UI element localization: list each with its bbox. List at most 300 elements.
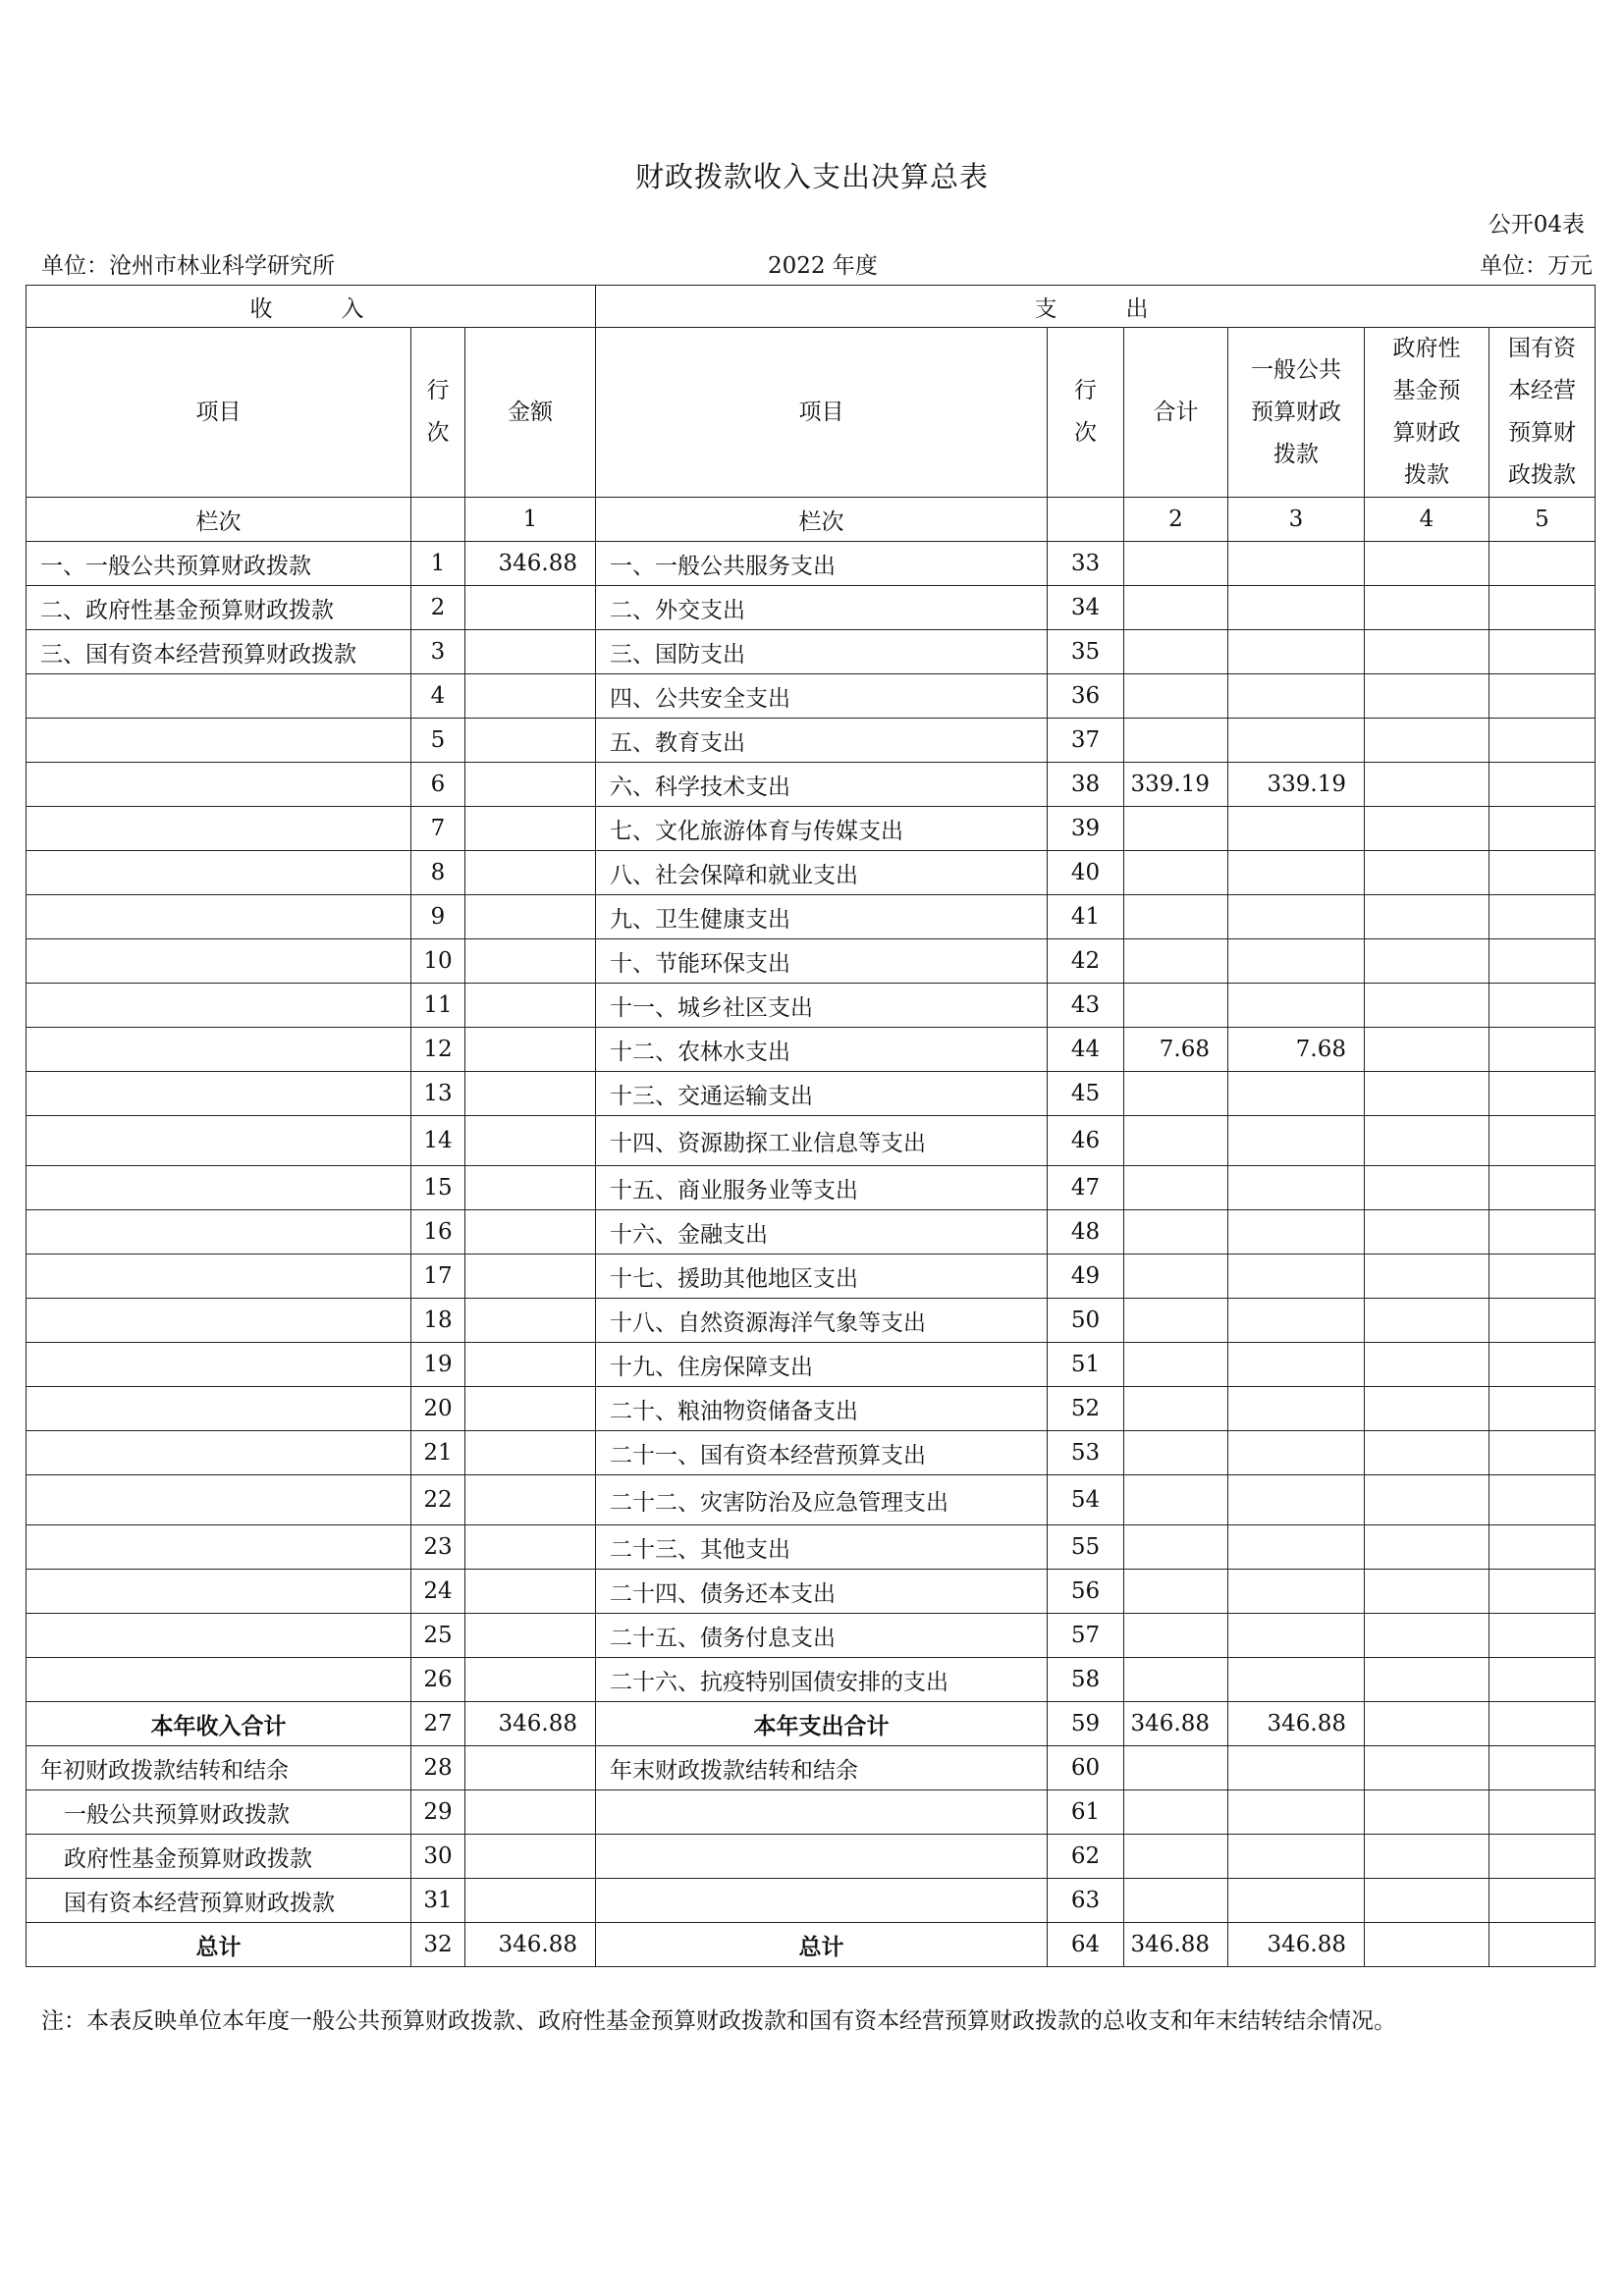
expense-line-cell: 33 <box>1048 542 1124 586</box>
income-line-cell: 1 <box>411 542 465 586</box>
income-line-cell: 5 <box>411 719 465 763</box>
state-capital-cell <box>1489 1746 1596 1790</box>
gov-fund-cell <box>1365 1525 1489 1570</box>
expense-line-cell: 64 <box>1048 1923 1124 1967</box>
table-row <box>27 1166 1596 1210</box>
income-amount-cell: 346.88 <box>465 542 596 586</box>
table-row <box>27 1746 1596 1790</box>
income-line-cell: 22 <box>411 1475 465 1525</box>
income-line-cell: 24 <box>411 1570 465 1614</box>
table-row <box>27 1702 1596 1746</box>
expense-item-cell: 十一、城乡社区支出 <box>596 984 1048 1028</box>
income-amount-cell <box>465 1790 596 1835</box>
table-row <box>27 1255 1596 1299</box>
income-item-cell: 本年收入合计 <box>27 1702 411 1746</box>
income-item-cell <box>27 807 411 851</box>
income-amount-cell <box>465 1166 596 1210</box>
state-capital-cell <box>1489 1658 1596 1702</box>
general-budget-cell <box>1228 1166 1365 1210</box>
state-capital-cell <box>1489 1475 1596 1525</box>
state-capital-cell <box>1489 807 1596 851</box>
general-budget-cell <box>1228 1879 1365 1923</box>
gov-fund-cell <box>1365 1255 1489 1299</box>
state-capital-cell <box>1489 1835 1596 1879</box>
header-income-item: 项目 <box>27 328 411 498</box>
header-expense-item: 项目 <box>596 328 1048 498</box>
table-row <box>27 895 1596 939</box>
header-total: 合计 <box>1124 328 1228 498</box>
expense-total-cell <box>1124 1072 1228 1116</box>
expense-section-header: 支 出 <box>596 286 1596 328</box>
state-capital-cell <box>1489 1387 1596 1431</box>
fiscal-year: 2022 年度 <box>768 253 878 279</box>
expense-item-cell: 二十四、债务还本支出 <box>596 1570 1048 1614</box>
table-row <box>27 1475 1596 1525</box>
income-amount-cell <box>465 851 596 895</box>
income-item-cell <box>27 1028 411 1072</box>
general-budget-cell <box>1228 851 1365 895</box>
state-capital-cell <box>1489 630 1596 674</box>
state-capital-cell <box>1489 763 1596 807</box>
state-capital-cell <box>1489 586 1596 630</box>
expense-total-cell <box>1124 1116 1228 1166</box>
lanci-label-left: 栏次 <box>27 498 411 542</box>
income-amount-cell <box>465 1431 596 1475</box>
income-amount-cell <box>465 1614 596 1658</box>
general-budget-cell <box>1228 984 1365 1028</box>
expense-item-cell: 十四、资源勘探工业信息等支出 <box>596 1116 1048 1166</box>
state-capital-cell <box>1489 939 1596 984</box>
state-capital-cell <box>1489 1614 1596 1658</box>
expense-item-cell: 二十三、其他支出 <box>596 1525 1048 1570</box>
page-title: 财政拨款收入支出决算总表 <box>634 160 989 193</box>
gov-fund-cell <box>1365 807 1489 851</box>
income-amount-cell <box>465 674 596 719</box>
state-capital-cell <box>1489 1702 1596 1746</box>
expense-line-cell: 44 <box>1048 1028 1124 1072</box>
state-capital-cell <box>1489 1116 1596 1166</box>
expense-line-cell: 39 <box>1048 807 1124 851</box>
income-amount-cell <box>465 939 596 984</box>
income-item-cell <box>27 1072 411 1116</box>
expense-total-cell <box>1124 1746 1228 1790</box>
income-line-cell: 26 <box>411 1658 465 1702</box>
expense-total-cell <box>1124 719 1228 763</box>
income-item-cell <box>27 1475 411 1525</box>
income-item-cell <box>27 1299 411 1343</box>
table-row <box>27 984 1596 1028</box>
expense-item-cell: 七、文化旅游体育与传媒支出 <box>596 807 1048 851</box>
general-budget-cell <box>1228 586 1365 630</box>
expense-item-cell: 十九、住房保障支出 <box>596 1343 1048 1387</box>
column-header-row <box>27 328 1596 498</box>
expense-item-cell <box>596 1835 1048 1879</box>
gov-fund-cell <box>1365 895 1489 939</box>
expense-item-cell <box>596 1790 1048 1835</box>
general-budget-cell <box>1228 1835 1365 1879</box>
expense-total-cell <box>1124 807 1228 851</box>
general-budget-cell <box>1228 1387 1365 1431</box>
state-capital-cell <box>1489 719 1596 763</box>
expense-line-cell: 41 <box>1048 895 1124 939</box>
header-expense-line <box>1048 328 1124 498</box>
income-amount-cell <box>465 1343 596 1387</box>
lanci-label-right: 栏次 <box>596 498 1048 542</box>
income-amount-cell: 346.88 <box>465 1702 596 1746</box>
income-line-cell: 15 <box>411 1166 465 1210</box>
organization-unit: 单位：沧州市林业科学研究所 <box>41 253 335 279</box>
general-budget-cell <box>1228 1072 1365 1116</box>
gov-fund-cell <box>1365 1746 1489 1790</box>
general-budget-cell <box>1228 1570 1365 1614</box>
expense-total-cell <box>1124 1835 1228 1879</box>
state-capital-cell <box>1489 895 1596 939</box>
expense-total-cell <box>1124 1343 1228 1387</box>
general-budget-cell: 346.88 <box>1228 1702 1365 1746</box>
income-amount-cell <box>465 1072 596 1116</box>
income-item-cell <box>27 719 411 763</box>
expense-item-cell: 二十二、灾害防治及应急管理支出 <box>596 1475 1048 1525</box>
table-row <box>27 1614 1596 1658</box>
general-budget-cell <box>1228 1431 1365 1475</box>
income-amount-cell <box>465 1475 596 1525</box>
expense-total-cell <box>1124 984 1228 1028</box>
header-expense-line-text: 行次 <box>1073 378 1097 446</box>
expense-line-cell: 63 <box>1048 1879 1124 1923</box>
expense-total-cell <box>1124 1166 1228 1210</box>
state-capital-cell <box>1489 1299 1596 1343</box>
header-income-line-text: 行次 <box>426 378 450 446</box>
expense-total-cell <box>1124 586 1228 630</box>
table-row <box>27 630 1596 674</box>
state-capital-cell <box>1489 1923 1596 1967</box>
gov-fund-cell <box>1365 630 1489 674</box>
table-row <box>27 1299 1596 1343</box>
lanci-col5: 5 <box>1489 498 1596 542</box>
state-capital-cell <box>1489 1072 1596 1116</box>
expense-item-cell: 六、科学技术支出 <box>596 763 1048 807</box>
expense-total-cell <box>1124 542 1228 586</box>
gov-fund-cell <box>1365 1210 1489 1255</box>
general-budget-cell <box>1228 807 1365 851</box>
expense-item-cell: 二、外交支出 <box>596 586 1048 630</box>
income-amount-cell <box>465 630 596 674</box>
state-capital-cell <box>1489 1210 1596 1255</box>
expense-line-cell: 58 <box>1048 1658 1124 1702</box>
gov-fund-cell <box>1365 1702 1489 1746</box>
income-section-header: 收 入 <box>27 286 596 328</box>
expense-item-cell: 一、一般公共服务支出 <box>596 542 1048 586</box>
expense-line-cell: 50 <box>1048 1299 1124 1343</box>
state-capital-cell <box>1489 1166 1596 1210</box>
gov-fund-cell <box>1365 1835 1489 1879</box>
income-amount-cell: 346.88 <box>465 1923 596 1967</box>
income-item-cell: 一、一般公共预算财政拨款 <box>27 542 411 586</box>
lanci-col4: 4 <box>1365 498 1489 542</box>
currency-unit: 单位：万元 <box>1480 253 1593 279</box>
expense-total-cell: 346.88 <box>1124 1702 1228 1746</box>
income-amount-cell <box>465 1387 596 1431</box>
expense-total-cell <box>1124 1255 1228 1299</box>
income-line-cell: 6 <box>411 763 465 807</box>
general-budget-cell <box>1228 1343 1365 1387</box>
income-line-cell: 30 <box>411 1835 465 1879</box>
expense-item-cell: 本年支出合计 <box>596 1702 1048 1746</box>
income-line-cell: 7 <box>411 807 465 851</box>
gov-fund-cell <box>1365 1299 1489 1343</box>
header-income-amount: 金额 <box>465 328 596 498</box>
state-capital-cell <box>1489 1525 1596 1570</box>
income-amount-cell <box>465 1746 596 1790</box>
gov-fund-cell <box>1365 1614 1489 1658</box>
income-item-cell <box>27 939 411 984</box>
lanci-col3: 3 <box>1228 498 1365 542</box>
expense-total-cell <box>1124 1525 1228 1570</box>
expense-item-cell: 五、教育支出 <box>596 719 1048 763</box>
gov-fund-cell <box>1365 1166 1489 1210</box>
gov-fund-cell <box>1365 1387 1489 1431</box>
expense-total-cell <box>1124 1570 1228 1614</box>
general-budget-cell <box>1228 1525 1365 1570</box>
table-row <box>27 1879 1596 1923</box>
expense-total-cell <box>1124 851 1228 895</box>
income-line-cell: 12 <box>411 1028 465 1072</box>
income-line-cell: 25 <box>411 1614 465 1658</box>
header-gov-fund-text: 政府性基金预算财政拨款 <box>1392 336 1461 488</box>
expense-line-cell: 55 <box>1048 1525 1124 1570</box>
expense-item-cell: 总计 <box>596 1923 1048 1967</box>
expense-item-cell: 十六、金融支出 <box>596 1210 1048 1255</box>
expense-line-cell: 46 <box>1048 1116 1124 1166</box>
expense-line-cell: 48 <box>1048 1210 1124 1255</box>
expense-line-cell: 43 <box>1048 984 1124 1028</box>
state-capital-cell <box>1489 542 1596 586</box>
expense-total-cell: 7.68 <box>1124 1028 1228 1072</box>
income-line-cell: 29 <box>411 1790 465 1835</box>
gov-fund-cell <box>1365 674 1489 719</box>
expense-item-cell: 十三、交通运输支出 <box>596 1072 1048 1116</box>
gov-fund-cell <box>1365 1116 1489 1166</box>
income-line-cell: 20 <box>411 1387 465 1431</box>
income-line-cell: 23 <box>411 1525 465 1570</box>
income-item-cell <box>27 674 411 719</box>
gov-fund-cell <box>1365 851 1489 895</box>
gov-fund-cell <box>1365 1570 1489 1614</box>
general-budget-cell <box>1228 895 1365 939</box>
state-capital-cell <box>1489 1028 1596 1072</box>
expense-item-cell: 二十、粮油物资储备支出 <box>596 1387 1048 1431</box>
table-row <box>27 1387 1596 1431</box>
expense-line-cell: 40 <box>1048 851 1124 895</box>
income-item-cell <box>27 763 411 807</box>
income-line-cell: 28 <box>411 1746 465 1790</box>
state-capital-cell <box>1489 1343 1596 1387</box>
income-amount-cell <box>465 807 596 851</box>
expense-line-cell: 59 <box>1048 1702 1124 1746</box>
expense-line-cell: 57 <box>1048 1614 1124 1658</box>
income-item-cell <box>27 895 411 939</box>
table-row <box>27 851 1596 895</box>
table-row <box>27 586 1596 630</box>
general-budget-cell <box>1228 719 1365 763</box>
gov-fund-cell <box>1365 586 1489 630</box>
expense-item-cell: 二十五、债务付息支出 <box>596 1614 1048 1658</box>
expense-line-cell: 51 <box>1048 1343 1124 1387</box>
header-state-capital <box>1489 328 1596 498</box>
form-number: 公开04表 <box>1488 212 1585 238</box>
income-line-cell: 19 <box>411 1343 465 1387</box>
general-budget-cell <box>1228 1746 1365 1790</box>
expense-line-cell: 34 <box>1048 586 1124 630</box>
table-row <box>27 1431 1596 1475</box>
table-row <box>27 719 1596 763</box>
income-amount-cell <box>465 1570 596 1614</box>
income-line-cell: 17 <box>411 1255 465 1299</box>
income-amount-cell <box>465 1210 596 1255</box>
income-line-cell: 13 <box>411 1072 465 1116</box>
table-row <box>27 542 1596 586</box>
footnote: 注：本表反映单位本年度一般公共预算财政拨款、政府性基金预算财政拨款和国有资本经营预算财政拨款的总收支和年末结转结余情况。 <box>41 2008 1396 2034</box>
general-budget-cell <box>1228 542 1365 586</box>
expense-item-cell: 二十一、国有资本经营预算支出 <box>596 1431 1048 1475</box>
lanci-blank-left <box>411 498 465 542</box>
state-capital-cell <box>1489 1879 1596 1923</box>
income-item-cell: 一般公共预算财政拨款 <box>27 1790 411 1835</box>
general-budget-cell <box>1228 1658 1365 1702</box>
gov-fund-cell <box>1365 1431 1489 1475</box>
state-capital-cell <box>1489 1431 1596 1475</box>
general-budget-cell <box>1228 1790 1365 1835</box>
general-budget-cell: 346.88 <box>1228 1923 1365 1967</box>
expense-line-cell: 60 <box>1048 1746 1124 1790</box>
income-amount-cell <box>465 719 596 763</box>
expense-item-cell: 十、节能环保支出 <box>596 939 1048 984</box>
income-amount-cell <box>465 1299 596 1343</box>
expense-total-cell: 346.88 <box>1124 1923 1228 1967</box>
table-row <box>27 1116 1596 1166</box>
income-line-cell: 27 <box>411 1702 465 1746</box>
income-amount-cell <box>465 1835 596 1879</box>
expense-total-cell <box>1124 1299 1228 1343</box>
income-item-cell <box>27 851 411 895</box>
general-budget-cell: 7.68 <box>1228 1028 1365 1072</box>
section-header-row <box>27 286 1596 328</box>
income-amount-cell <box>465 1028 596 1072</box>
general-budget-cell <box>1228 939 1365 984</box>
income-line-cell: 16 <box>411 1210 465 1255</box>
expense-item-cell: 二十六、抗疫特别国债安排的支出 <box>596 1658 1048 1702</box>
state-capital-cell <box>1489 674 1596 719</box>
gov-fund-cell <box>1365 542 1489 586</box>
expense-total-cell: 339.19 <box>1124 763 1228 807</box>
header-general-budget-text: 一般公共预算财政拨款 <box>1251 356 1341 467</box>
meta-line <box>41 247 1593 279</box>
expense-total-cell <box>1124 1658 1228 1702</box>
lanci-col2: 2 <box>1124 498 1228 542</box>
expense-item-cell: 十五、商业服务业等支出 <box>596 1166 1048 1210</box>
income-item-cell <box>27 1431 411 1475</box>
general-budget-cell: 339.19 <box>1228 763 1365 807</box>
general-budget-cell <box>1228 674 1365 719</box>
expense-line-cell: 62 <box>1048 1835 1124 1879</box>
income-line-cell: 11 <box>411 984 465 1028</box>
expense-line-cell: 35 <box>1048 630 1124 674</box>
income-item-cell <box>27 984 411 1028</box>
income-item-cell <box>27 1166 411 1210</box>
general-budget-cell <box>1228 1614 1365 1658</box>
income-line-cell: 4 <box>411 674 465 719</box>
income-item-cell: 国有资本经营预算财政拨款 <box>27 1879 411 1923</box>
general-budget-cell <box>1228 1210 1365 1255</box>
table-row <box>27 1210 1596 1255</box>
lanci-col1: 1 <box>465 498 596 542</box>
state-capital-cell <box>1489 1790 1596 1835</box>
income-amount-cell <box>465 1525 596 1570</box>
income-item-cell <box>27 1614 411 1658</box>
expense-total-cell <box>1124 1431 1228 1475</box>
income-line-cell: 21 <box>411 1431 465 1475</box>
income-item-cell <box>27 1116 411 1166</box>
income-line-cell: 3 <box>411 630 465 674</box>
table-row <box>27 1835 1596 1879</box>
expense-line-cell: 37 <box>1048 719 1124 763</box>
income-line-cell: 14 <box>411 1116 465 1166</box>
gov-fund-cell <box>1365 1343 1489 1387</box>
gov-fund-cell <box>1365 1923 1489 1967</box>
expense-item-cell <box>596 1879 1048 1923</box>
gov-fund-cell <box>1365 1879 1489 1923</box>
income-item-cell: 年初财政拨款结转和结余 <box>27 1746 411 1790</box>
table-row <box>27 763 1596 807</box>
expense-total-cell <box>1124 939 1228 984</box>
expense-total-cell <box>1124 630 1228 674</box>
income-amount-cell <box>465 984 596 1028</box>
financial-table <box>26 285 1596 1967</box>
expense-item-cell: 十七、援助其他地区支出 <box>596 1255 1048 1299</box>
expense-total-cell <box>1124 1210 1228 1255</box>
expense-item-cell: 十二、农林水支出 <box>596 1028 1048 1072</box>
gov-fund-cell <box>1365 719 1489 763</box>
income-line-cell: 10 <box>411 939 465 984</box>
income-item-cell <box>27 1658 411 1702</box>
state-capital-cell <box>1489 1255 1596 1299</box>
income-item-cell: 政府性基金预算财政拨款 <box>27 1835 411 1879</box>
expense-line-cell: 52 <box>1048 1387 1124 1431</box>
income-amount-cell <box>465 1116 596 1166</box>
gov-fund-cell <box>1365 763 1489 807</box>
income-line-cell: 2 <box>411 586 465 630</box>
table-row <box>27 1570 1596 1614</box>
table-row <box>27 1923 1596 1967</box>
expense-total-cell <box>1124 1614 1228 1658</box>
income-item-cell: 三、国有资本经营预算财政拨款 <box>27 630 411 674</box>
income-item-cell <box>27 1343 411 1387</box>
expense-total-cell <box>1124 1790 1228 1835</box>
income-item-cell <box>27 1255 411 1299</box>
income-line-cell: 31 <box>411 1879 465 1923</box>
expense-line-cell: 45 <box>1048 1072 1124 1116</box>
income-item-cell <box>27 1210 411 1255</box>
expense-item-cell: 四、公共安全支出 <box>596 674 1048 719</box>
gov-fund-cell <box>1365 984 1489 1028</box>
gov-fund-cell <box>1365 1658 1489 1702</box>
expense-line-cell: 53 <box>1048 1431 1124 1475</box>
expense-total-cell <box>1124 1387 1228 1431</box>
expense-total-cell <box>1124 1475 1228 1525</box>
table-row <box>27 1072 1596 1116</box>
income-amount-cell <box>465 1255 596 1299</box>
income-item-cell <box>27 1387 411 1431</box>
